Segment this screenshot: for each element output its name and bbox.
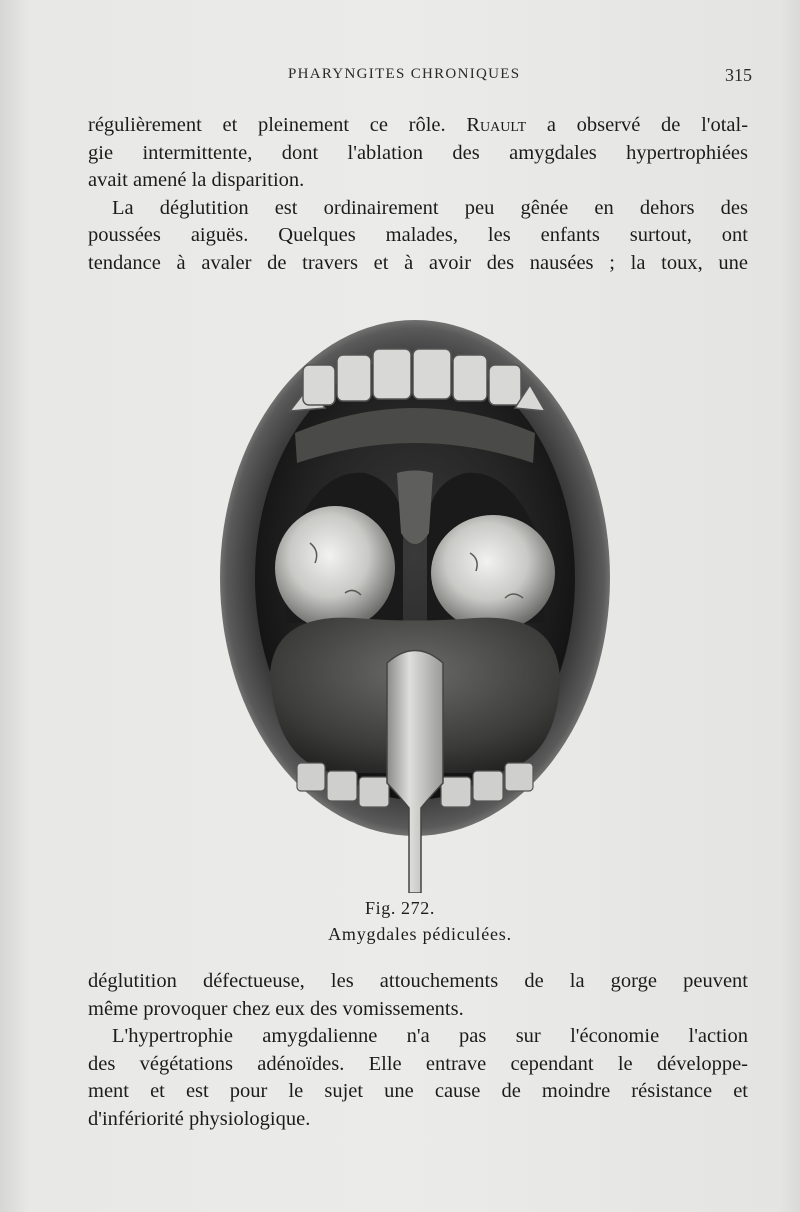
- figure-label: Fig. 272.: [365, 898, 435, 918]
- text-line: ment et est pour le sujet une cause de moindre résistance et: [88, 1080, 748, 1102]
- figure-illustration: [215, 293, 625, 893]
- figure-caption: Amygdales pédiculées.: [328, 924, 512, 944]
- open-mouth-tonsils-illustration: [215, 293, 625, 893]
- text-line: La déglutition est ordinairement peu gênée en dehors des: [112, 196, 748, 219]
- text-line: L'hypertrophie amygdalienne n'a pas sur l'économie l'action: [112, 1025, 748, 1047]
- text-line: des végétations adénoïdes. Elle entrave cependant le développe-: [88, 1052, 748, 1075]
- text-block-top: [88, 112, 748, 277]
- text-line: d'infériorité physiologique.: [88, 1107, 311, 1130]
- text-block-bottom: [88, 968, 748, 1133]
- text-line: tendance à avaler de travers et à avoir des nausées ; la toux, une: [88, 251, 748, 274]
- text-line: déglutition défectueuse, les attouchements de la gorge peuvent: [88, 970, 748, 992]
- running-head: [88, 66, 760, 90]
- author-name: Ruault: [466, 114, 527, 136]
- text-line: poussées aiguës. Quelques malades, les enfants surtout, ont: [88, 224, 748, 246]
- page-number: 315: [725, 65, 752, 85]
- text-line: gie intermittente, dont l'ablation des amygdales hypertrophiées: [88, 141, 748, 164]
- text-line: régulièrement et pleinement ce rôle. Ruault a observé de l'otal-: [88, 114, 749, 136]
- text-line: avait amené la disparition.: [88, 169, 305, 191]
- text-line: même provoquer chez eux des vomissements.: [88, 997, 464, 1020]
- running-title: PHARYNGITES CHRONIQUES: [288, 66, 521, 82]
